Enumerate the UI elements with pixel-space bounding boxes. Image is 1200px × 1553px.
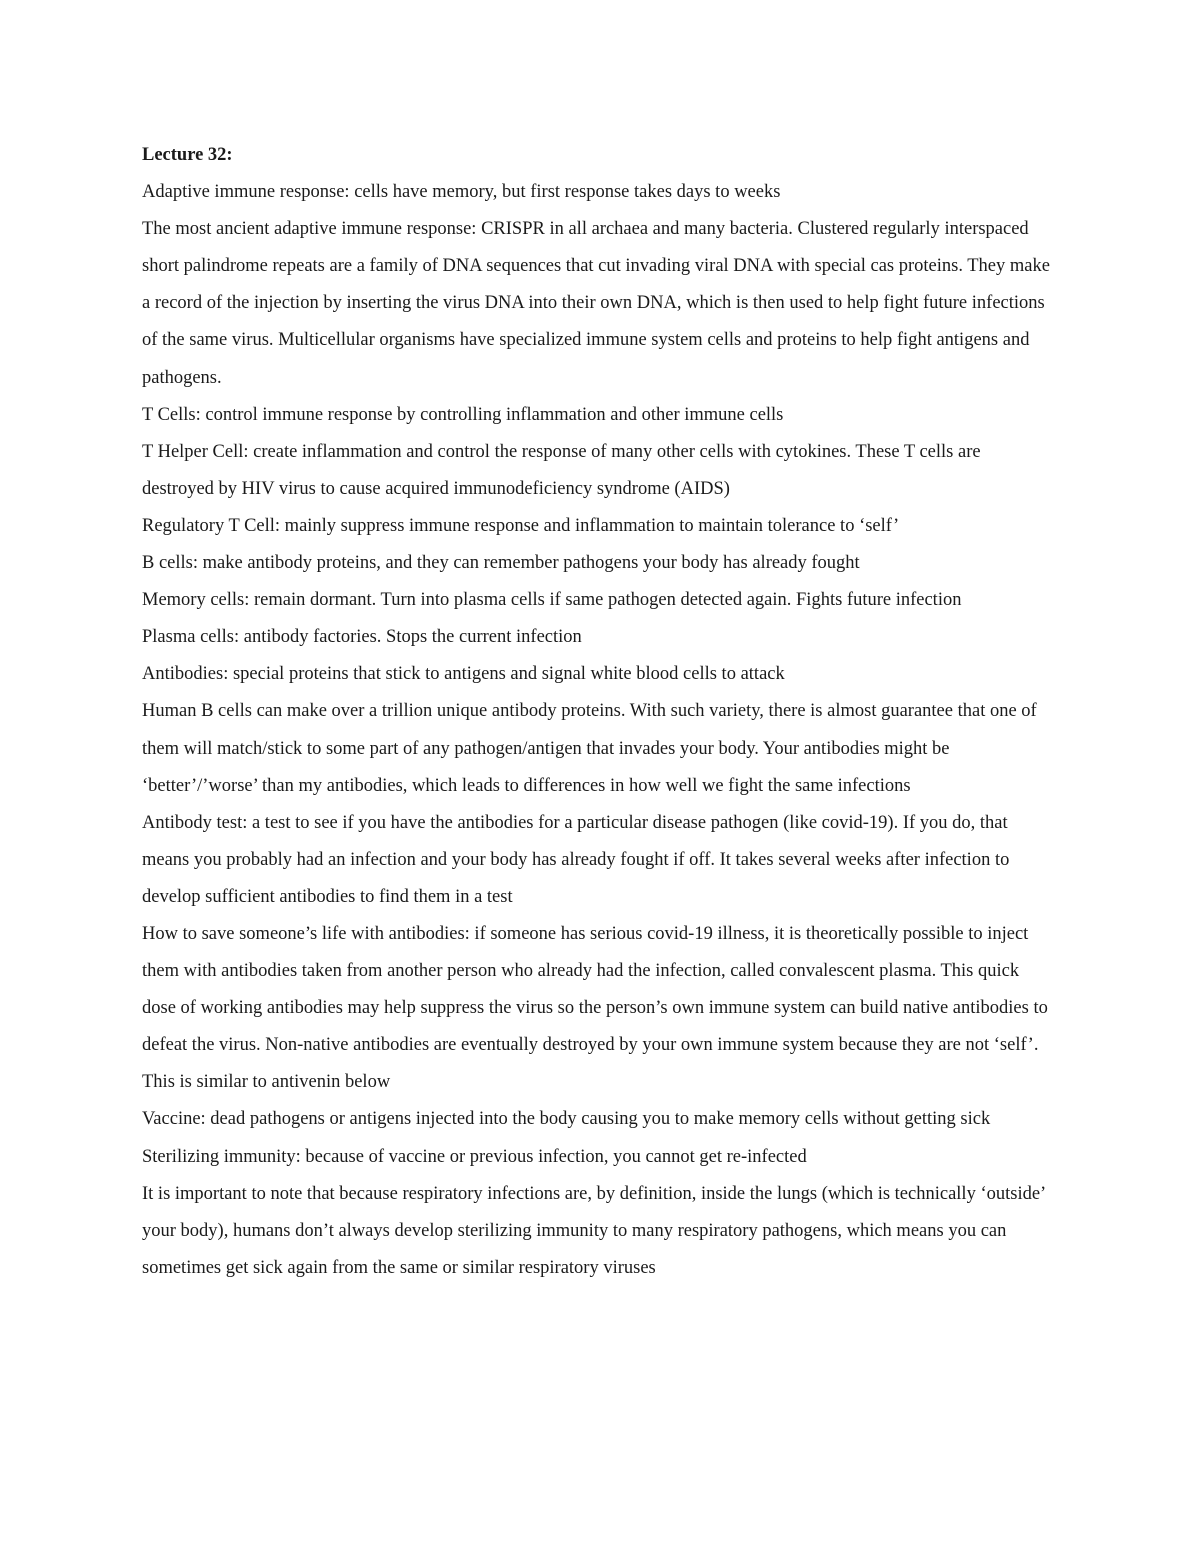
paragraph-human-b-cells: Human B cells can make over a trillion unique antibody proteins. With such variety, there is almost guarantee that one of them will match/stick to some part of any pathogen/antigen that invades your body. Your antibodies might be ‘better’/’worse’ than my antibodies, which leads to differences in how well we fight the same infections (142, 701, 1037, 796)
paragraph-antibody-test: Antibody test: a test to see if you have the antibodies for a particular disease pathogen (like covid-19). If you do, that means you probably had an infection and your body has already fought if off. It takes several weeks after infection to develop sufficient antibodies to find them in a test (142, 812, 1010, 907)
paragraph-respiratory-infections: It is important to note that because respiratory infections are, by definition, inside the lungs (which is technically ‘outside’ your body), humans don’t always develop sterilizing immunity to many respiratory pathogens, which means you can sometimes get sick again from the same or similar respiratory viruses (142, 1183, 1045, 1278)
paragraph-crispr: The most ancient adaptive immune response: CRISPR in all archaea and many bacteria. Clustered regularly interspaced short palindrome repeats are a family of DNA sequences that cut invading viral DNA with special cas proteins. They make a record of the injection by inserting the virus DNA into their own DNA, which is then used to help fight future infections of the same virus. Multicellular organisms have specialized immune system cells and proteins to help fight antigens and pathogens. (142, 219, 1050, 388)
paragraph-sterilizing-immunity: Sterilizing immunity: because of vaccine or previous infection, you cannot get re-infected (142, 1146, 807, 1167)
paragraph-t-helper-cell: T Helper Cell: create inflammation and control the response of many other cells with cytokines. These T cells are destroyed by HIV virus to cause acquired immunodeficiency syndrome (AIDS) (142, 441, 981, 499)
lecture-heading: Lecture 32: (142, 145, 233, 165)
paragraph-adaptive-immune-response: Adaptive immune response: cells have memory, but first response takes days to weeks (142, 182, 781, 203)
paragraph-t-cells: T Cells: control immune response by controlling inflammation and other immune cells (142, 404, 784, 425)
paragraph-plasma-cells: Plasma cells: antibody factories. Stops the current infection (142, 627, 582, 648)
paragraph-antibodies: Antibodies: special proteins that stick to antigens and signal white blood cells to attack (142, 664, 785, 685)
paragraph-regulatory-t-cell: Regulatory T Cell: mainly suppress immune response and inflammation to maintain tolerance to ‘self’ (142, 515, 900, 536)
paragraph-memory-cells: Memory cells: remain dormant. Turn into plasma cells if same pathogen detected again. Fights future infection (142, 590, 962, 611)
paragraph-convalescent-plasma: How to save someone’s life with antibodies: if someone has serious covid-19 illness, it is theoretically possible to inject them with antibodies taken from another person who already had the infection, called convalescent plasma. This quick dose of working antibodies may help suppress the virus so the person’s own immune system can build native antibodies to defeat the virus. Non-native antibodies are eventually destroyed by your own immune system because they are not ‘self’. This is similar to antivenin below (142, 923, 1048, 1093)
paragraph-vaccine: Vaccine: dead pathogens or antigens injected into the body causing you to make memory cells without getting sick (142, 1109, 991, 1130)
paragraph-b-cells: B cells: make antibody proteins, and they can remember pathogens your body has already fought (142, 553, 860, 574)
document-body (142, 137, 1057, 1287)
